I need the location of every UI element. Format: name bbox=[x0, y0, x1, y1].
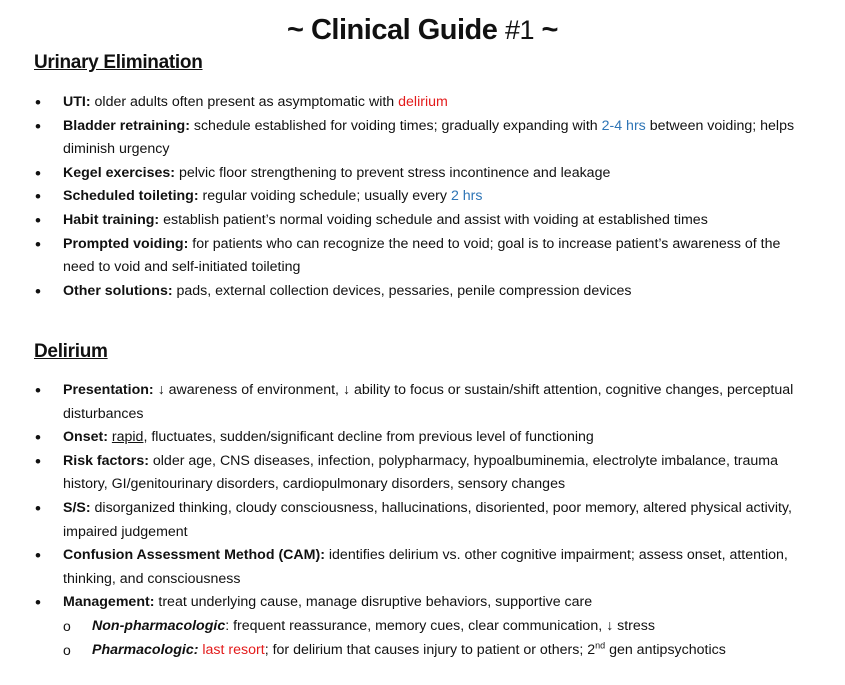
page-title: ~ Clinical Guide #1 ~ bbox=[287, 14, 558, 46]
list-item: • Confusion Assessment Method (CAM): identifies delirium vs. other cognitive impairment; assess onset, attention, thinking, and consciousness bbox=[0, 544, 810, 591]
list-item: • Risk factors: older age, CNS diseases, infection, polypharmacy, hypoalbuminemia, electrolyte imbalance, trauma history, GI/genitourinary disorders, cardiopulmonary disorders, sensory changes bbox=[0, 450, 810, 497]
list-item: • S/S: disorganized thinking, cloudy consciousness, hallucinations, disoriented, poor memory, altered physical activity, impaired judgement bbox=[0, 497, 810, 544]
list-item: • Management: treat underlying cause, manage disruptive behaviors, supportive care bbox=[0, 591, 810, 615]
list-item: • UTI: older adults often present as asymptomatic with delirium bbox=[0, 91, 810, 115]
list-item: • Other solutions: pads, external collection devices, pessaries, penile compression devices bbox=[0, 280, 810, 304]
delirium-list bbox=[0, 379, 810, 662]
list-item: • Prompted voiding: for patients who can recognize the need to void; goal is to increase patient’s awareness of the need to void and self-initiated toileting bbox=[0, 233, 810, 280]
urinary-list bbox=[0, 91, 810, 303]
sub-list-item: o Non-pharmacologic: frequent reassurance, memory cues, clear communication, ↓ stress bbox=[0, 615, 810, 639]
section-heading-delirium: Delirium bbox=[34, 341, 108, 362]
list-item: • Habit training: establish patient’s normal voiding schedule and assist with voiding at established times bbox=[0, 209, 810, 233]
list-item: • Onset: rapid, fluctuates, sudden/significant decline from previous level of functioning bbox=[0, 426, 810, 450]
sub-list-item: o Pharmacologic: last resort; for delirium that causes injury to patient or others; 2nd gen antipsychotics bbox=[0, 639, 810, 663]
list-item: • Presentation: ↓ awareness of environment, ↓ ability to focus or sustain/shift attention, cognitive changes, perceptual disturbances bbox=[0, 379, 810, 426]
list-item: • Scheduled toileting: regular voiding schedule; usually every 2 hrs bbox=[0, 185, 810, 209]
list-item: • Bladder retraining: schedule established for voiding times; gradually expanding with 2-4 hrs between voiding; helps diminish urgency bbox=[0, 115, 810, 162]
list-item: • Kegel exercises: pelvic floor strengthening to prevent stress incontinence and leakage bbox=[0, 162, 810, 186]
section-heading-urinary: Urinary Elimination bbox=[34, 52, 203, 73]
